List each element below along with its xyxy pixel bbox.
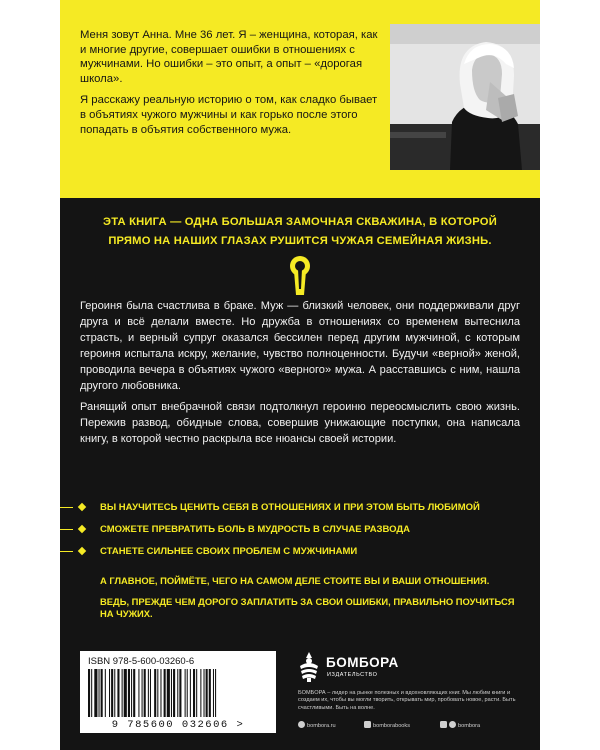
vk-icon <box>364 721 371 728</box>
headline-line: ПРЯМО НА НАШИХ ГЛАЗАХ РУШИТСЯ ЧУЖАЯ СЕМЕЙНАЯ ЖИЗНЬ. <box>108 234 492 247</box>
social-link-website[interactable] <box>298 721 336 731</box>
benefit-text: ВЫ НАУЧИТЕСЬ ЦЕНИТЬ СЕБЯ В ОТНОШЕНИЯХ И ПРИ ЭТОМ БЫТЬ ЛЮБИМОЙ <box>100 502 480 513</box>
social-label: bomborabooks <box>373 723 411 729</box>
headline-line: ЭТА КНИГА — ОДНА БОЛЬШАЯ ЗАМОЧНАЯ СКВАЖИНА, В КОТОРОЙ <box>103 216 497 228</box>
benefit-text: СТАНЕТЕ СИЛЬНЕЕ СВОИХ ПРОБЛЕМ С МУЖЧИНАМИ <box>100 546 358 557</box>
benefit-item <box>60 497 540 518</box>
social-link-vk[interactable] <box>364 721 410 731</box>
dash-icon <box>60 551 73 552</box>
social-label: bombora <box>458 723 481 729</box>
closing-paragraph: А ГЛАВНОЕ, ПОЙМЁТЕ, ЧЕГО НА САМОМ ДЕЛЕ СТОИТЕ ВЫ И ВАШИ ОТНОШЕНИЯ. <box>100 575 490 586</box>
publisher-subtitle: ИЗДАТЕЛЬСТВО <box>327 672 378 678</box>
intro-text <box>80 28 380 144</box>
intro-panel <box>60 0 540 198</box>
headline <box>60 213 540 250</box>
publisher-description: БОМБОРА – лидер на рынке полезных и вдохновляющих книг. Мы любим книги и создаем их, чтобы вы могли творить, открывать мир, пробовать новое, расти. Быть счастливыми. Быть на волне. <box>298 690 516 711</box>
keyhole-icon <box>285 255 315 297</box>
barcode-bars-icon <box>88 669 268 717</box>
author-photo <box>390 24 540 170</box>
dash-icon <box>60 507 73 508</box>
publisher-socials <box>298 721 528 731</box>
youtube-icon <box>440 721 447 728</box>
bombora-logo-icon <box>298 652 320 682</box>
intro-paragraph: Меня зовут Анна. Мне 36 лет. Я – женщина, которая, как и многие другие, совершает ошибки в отношениях с мужчинами. Но ошибки – это опыт, а опыт – «дорогая школа». <box>80 29 378 85</box>
diamond-bullet-icon <box>78 547 86 555</box>
book-back-cover <box>60 0 540 750</box>
social-label: bombora.ru <box>307 723 336 729</box>
description <box>80 299 520 454</box>
telegram-icon <box>449 721 456 728</box>
diamond-bullet-icon <box>78 503 86 511</box>
barcode <box>80 651 276 733</box>
diamond-bullet-icon <box>78 525 86 533</box>
benefit-item <box>60 541 540 562</box>
description-paragraph: Героиня была счастлива в браке. Муж — близкий человек, они поддерживали друг друга и всё делали вместе. Но дружба в отношениях со временем вытеснила страсть, и верный супруг оказался бессилен перед другим мужчиной, с которым героиня испытала искру, желание, чувство полноценности. Будучи «верной» женой, проводила вечера в объятиях чужого «верного» мужа. А расставшись с ним, нашла другого любовника. <box>80 300 520 392</box>
publisher-logo <box>298 652 438 684</box>
benefit-text: СМОЖЕТЕ ПРЕВРАТИТЬ БОЛЬ В МУДРОСТЬ В СЛУЧАЕ РАЗВОДА <box>100 524 411 535</box>
benefits-list <box>60 497 540 563</box>
barcode-number: 9 785600 032606 > <box>111 719 245 731</box>
dash-icon <box>60 529 73 530</box>
closing-text <box>100 575 520 629</box>
isbn-label: ISBN 978-5-600-03260-6 <box>88 656 195 667</box>
social-link-messengers[interactable] <box>440 721 480 731</box>
closing-paragraph: ВЕДЬ, ПРЕЖДЕ ЧЕМ ДОРОГО ЗАПЛАТИТЬ ЗА СВОИ ОШИБКИ, ПРАВИЛЬНО ПОУЧИТЬСЯ НА ЧУЖИХ. <box>100 595 515 620</box>
benefit-item <box>60 519 540 540</box>
globe-icon <box>298 721 305 728</box>
description-paragraph: Ранящий опыт внебрачной связи подтолкнул героиню переосмыслить свою жизнь. Пережив развод, обидные слова, совершив унижающие поступки, она написала книгу, в которой честно раскрыла все нюансы своей истории. <box>80 401 520 446</box>
author-portrait-icon <box>390 24 540 170</box>
intro-paragraph: Я расскажу реальную историю о том, как сладко бывает в объятиях чужого мужчины и как горько после этого попадать в объятия собственного мужа. <box>80 94 378 136</box>
publisher-name: БОМБОРА <box>326 655 399 670</box>
